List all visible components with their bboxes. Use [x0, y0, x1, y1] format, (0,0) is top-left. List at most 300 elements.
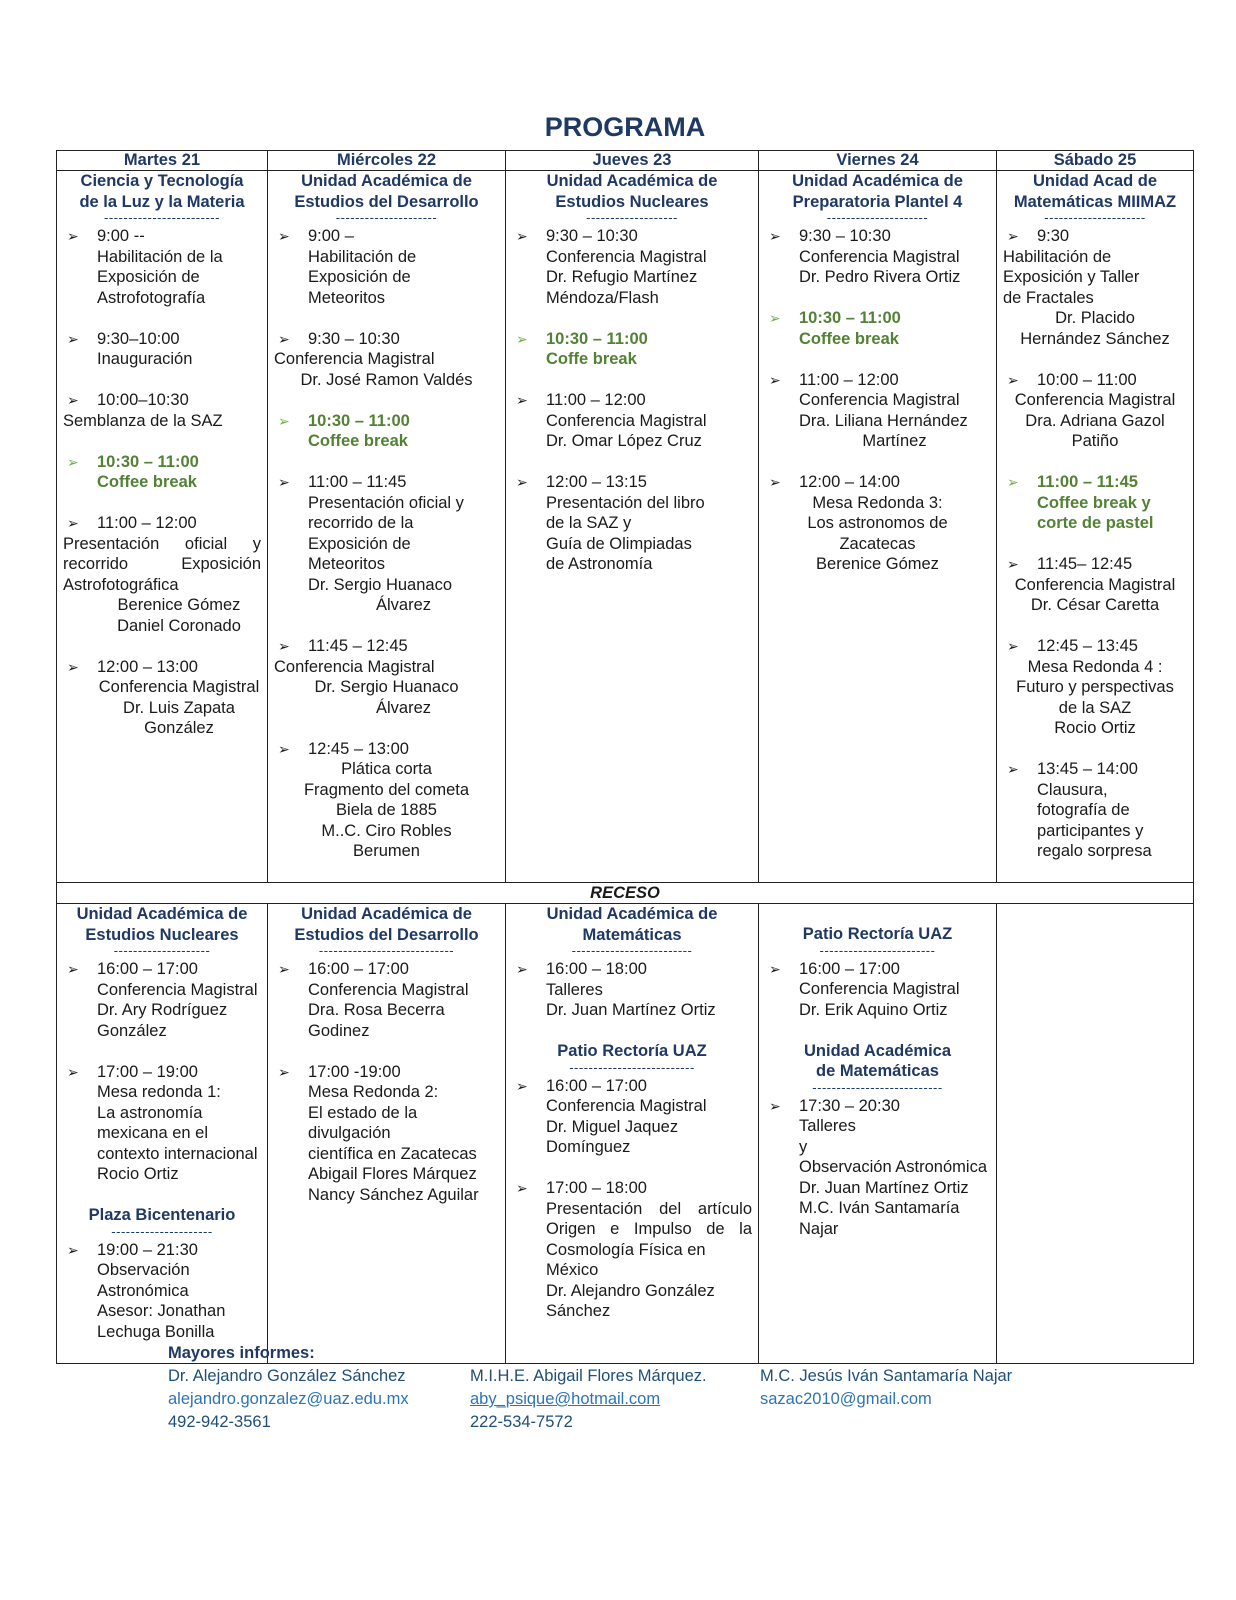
entry-line: Godinez	[308, 1021, 370, 1040]
venue-line: Patio Rectoría UAZ	[557, 1042, 707, 1060]
schedule-entry	[63, 390, 261, 431]
entry-line: y	[799, 1137, 808, 1156]
entry-line: Observación Astronómica	[799, 1158, 988, 1176]
schedule-entry	[512, 1076, 752, 1158]
entry-line: Coffee break	[799, 329, 899, 348]
entry-line: Coffee break	[308, 432, 408, 450]
entry-line: Álvarez	[375, 698, 432, 717]
entry-time: 9:30 – 10:30	[308, 329, 400, 348]
venue-line: Estudios del Desarrollo	[294, 192, 479, 211]
morning-cell	[506, 171, 759, 883]
morning-cell	[759, 171, 997, 883]
entry-line: Origen e Impulso de la	[546, 1220, 752, 1238]
entry-line: Conferencia Magistral	[1014, 575, 1176, 594]
schedule-entry	[1003, 370, 1187, 452]
entry-line: de Astronomía	[546, 555, 653, 573]
arrow-bullet-icon: ➢	[1007, 638, 1019, 654]
arrow-bullet-icon: ➢	[1007, 761, 1019, 777]
venue-title	[765, 924, 990, 945]
entry-line: Talleres	[799, 1117, 856, 1135]
arrow-bullet-icon: ➢	[769, 310, 781, 326]
arrow-bullet-icon: ➢	[769, 1097, 781, 1114]
coffee-break-entry	[63, 452, 261, 493]
venue-line: Unidad Académica de	[792, 172, 963, 190]
entry-line: contexto internacional	[97, 1144, 258, 1163]
arrow-bullet-icon: ➢	[278, 638, 290, 654]
entry-line: Semblanza de la SAZ	[63, 411, 223, 430]
day-header: Jueves 23	[506, 151, 759, 171]
schedule-entry	[765, 370, 990, 452]
venue-divider: ---------------------------	[812, 1081, 943, 1093]
venue-line: Unidad Académica de	[546, 905, 718, 923]
footer-title: Mayores informes:	[168, 1344, 315, 1362]
arrow-bullet-icon: ➢	[278, 1063, 290, 1080]
arrow-bullet-icon: ➢	[1007, 556, 1019, 572]
entry-line: Conferencia Magistral	[546, 247, 707, 266]
coffee-break-entry	[765, 308, 990, 349]
venue-divider: ----------------------------	[318, 945, 455, 956]
entry-line: M.C. Iván Santamaría	[799, 1199, 960, 1217]
arrow-bullet-icon: ➢	[516, 1077, 528, 1094]
entry-time: 10:00–10:30	[97, 391, 189, 409]
arrow-bullet-icon: ➢	[278, 961, 290, 977]
schedule-entry	[63, 513, 261, 636]
entry-time: 11:00 – 12:00	[799, 370, 899, 389]
arrow-bullet-icon: ➢	[516, 961, 528, 977]
arrow-bullet-icon: ➢	[67, 453, 79, 470]
entry-line: Dr. Pedro Rivera Ortiz	[799, 268, 961, 286]
venue-title	[1003, 171, 1187, 212]
entry-line: Dra. Rosa Becerra	[308, 1001, 445, 1019]
entry-time: 13:45 – 14:00	[1037, 760, 1138, 778]
coffee-break-entry	[1003, 472, 1187, 534]
entry-time: 17:00 – 19:00	[97, 1062, 198, 1081]
entry-line: Berenice Gómez	[117, 596, 241, 614]
page-title: PROGRAMA	[544, 112, 706, 142]
venue-line: Patio Rectoría UAZ	[802, 925, 953, 943]
entry-line: de Fractales	[1003, 288, 1094, 307]
entry-line: Habilitación de	[1003, 247, 1112, 266]
entry-line: Daniel Coronado	[117, 616, 241, 635]
entry-line: Dr. Alejandro González	[546, 1281, 715, 1300]
entry-line: regalo sorpresa	[1037, 842, 1152, 860]
schedule-entry	[274, 226, 499, 308]
entry-time: 12:45 – 13:00	[308, 739, 409, 758]
schedule-entry	[274, 1062, 499, 1206]
entry-line: Rocio Ortiz	[97, 1165, 179, 1183]
day-header: Sábado 25	[997, 151, 1194, 171]
contact-email[interactable]: sazac2010@gmail.com	[760, 1390, 932, 1408]
entry-line: participantes y	[1037, 821, 1144, 840]
arrow-bullet-icon: ➢	[769, 474, 781, 490]
entry-line: Zacatecas	[839, 534, 916, 553]
entry-line: Conferencia Magistral	[799, 391, 960, 409]
entry-line: Coffee break	[97, 473, 197, 491]
venue-title	[63, 1205, 261, 1226]
venue-title	[63, 904, 261, 945]
entry-line: Conferencia Magistral	[97, 980, 258, 999]
contact-3	[760, 1365, 1012, 1434]
entry-line: Presentación oficial y	[63, 534, 261, 553]
entry-time: 9:30	[1037, 227, 1070, 245]
entry-line: Biela de 1885	[336, 801, 437, 819]
entry-line: Clausura,	[1037, 780, 1108, 799]
entry-line: Dr. Luis Zapata	[123, 698, 235, 717]
schedule-entry	[512, 959, 752, 1021]
morning-row	[57, 171, 1194, 883]
entry-line: González	[144, 719, 214, 737]
entry-time: 16:00 – 17:00	[97, 960, 198, 978]
venue-title	[765, 1041, 990, 1082]
arrow-bullet-icon: ➢	[67, 658, 79, 675]
schedule-entry	[765, 226, 990, 288]
schedule-entry	[765, 959, 990, 1021]
venue-line: Estudios Nucleares	[85, 925, 239, 944]
arrow-bullet-icon: ➢	[278, 228, 290, 244]
venue-divider: ---------------------	[826, 212, 929, 223]
contact-2	[470, 1365, 760, 1434]
entry-line: Martínez	[862, 432, 927, 450]
entry-line: de la SAZ	[1058, 698, 1132, 717]
entry-line: científica en Zacatecas	[308, 1144, 477, 1163]
entry-line: Dr. José Ramon Valdés	[300, 370, 473, 389]
contact-name: Dr. Alejandro González Sánchez	[168, 1367, 406, 1385]
arrow-bullet-icon: ➢	[67, 228, 79, 244]
schedule-entry	[63, 226, 261, 308]
entry-time: 9:30–10:00	[97, 329, 180, 348]
entry-line: Rocio Ortiz	[1054, 719, 1136, 737]
entry-line: Exposición de	[308, 268, 411, 286]
entry-line: Conferencia Magistral	[308, 980, 469, 999]
venue-title	[512, 171, 752, 212]
day-header: Martes 21	[57, 151, 268, 171]
afternoon-cell	[997, 904, 1194, 1364]
venue-line: Estudios Nucleares	[555, 192, 709, 211]
entry-line: Mesa Redonda 2:	[308, 1083, 439, 1101]
entry-time: 11:45– 12:45	[1037, 555, 1133, 573]
entry-line: La astronomía	[97, 1103, 203, 1122]
contact-name: M.C. Jesús Iván Santamaría Najar	[760, 1367, 1013, 1385]
entry-line: Mesa redonda 1:	[97, 1083, 221, 1101]
arrow-bullet-icon: ➢	[516, 330, 528, 347]
entry-time: 17:30 – 20:30	[799, 1096, 900, 1115]
venue-line: Unidad Académica de	[76, 905, 248, 923]
schedule-entry	[63, 1240, 261, 1343]
venue-divider: --------------------------	[569, 1061, 695, 1073]
entry-time: 17:00 -19:00	[308, 1062, 401, 1081]
arrow-bullet-icon: ➢	[516, 1180, 528, 1196]
venue-line: Plaza Bicentenario	[88, 1206, 236, 1224]
schedule-entry	[765, 1096, 990, 1240]
entry-line: Dr. Sergio Huanaco	[314, 678, 459, 696]
venue-divider: -------------------------	[571, 945, 693, 956]
arrow-bullet-icon: ➢	[278, 330, 290, 347]
entry-line: Dra. Adriana Gazol	[1025, 411, 1165, 430]
entry-line: Futuro y perspectivas	[1016, 678, 1174, 696]
venue-title	[274, 904, 499, 945]
entry-line: Dr. Sergio Huanaco	[308, 575, 452, 594]
entry-line: Exposición de	[97, 268, 200, 286]
entry-time: 10:00 – 11:00	[1037, 370, 1137, 389]
arrow-bullet-icon: ➢	[278, 412, 290, 429]
contact-email[interactable]: alejandro.gonzalez@uaz.edu.mx	[168, 1390, 409, 1408]
schedule-entry	[63, 1062, 261, 1185]
entry-line: Sánchez	[546, 1302, 611, 1320]
entry-time: 11:00 – 12:00	[546, 391, 646, 409]
morning-cell	[57, 171, 268, 883]
venue-line: Unidad Académica de	[301, 172, 472, 190]
program-table	[56, 150, 1194, 1364]
venue-line: Unidad Acad de	[1032, 172, 1158, 190]
entry-line: Presentación oficial y	[308, 493, 464, 512]
day-header-row	[57, 151, 1194, 171]
entry-time: 10:30 – 11:00	[546, 329, 648, 348]
entry-line: Dr. Miguel Jaquez	[546, 1117, 679, 1136]
schedule-entry	[63, 959, 261, 1041]
arrow-bullet-icon: ➢	[516, 392, 528, 408]
entry-time: 9:00 –	[308, 227, 354, 245]
entry-line: Dr. Ary Rodríguez	[97, 1001, 228, 1019]
entry-line: Meteoritos	[308, 288, 386, 307]
arrow-bullet-icon: ➢	[278, 474, 290, 490]
entry-line: Dr. Juan Martínez Ortiz	[546, 1001, 716, 1019]
schedule-entry	[1003, 226, 1187, 349]
schedule-entry	[274, 329, 499, 391]
entry-line: Lechuga Bonilla	[97, 1322, 215, 1341]
entry-line: Observación	[97, 1261, 190, 1279]
entry-line: recorrido Exposición	[63, 555, 261, 573]
entry-line: González	[97, 1021, 167, 1040]
venue-title	[512, 1041, 752, 1062]
entry-line: de la SAZ y	[546, 514, 632, 532]
venue-line: de Matemáticas	[816, 1062, 939, 1080]
schedule-entry	[512, 472, 752, 575]
day-header: Miércoles 22	[268, 151, 506, 171]
entry-line: Conferencia Magistral	[98, 678, 260, 696]
arrow-bullet-icon: ➢	[67, 515, 79, 531]
entry-time: 16:00 – 17:00	[308, 960, 409, 978]
schedule-entry	[1003, 759, 1187, 862]
contact-footer	[168, 1342, 1168, 1434]
receso-label: RECESO	[57, 883, 1194, 904]
entry-time: 16:00 – 17:00	[799, 959, 900, 978]
contact-phone: 492-942-3561	[168, 1413, 271, 1431]
entry-line: Mesa Redonda 3:	[812, 493, 943, 512]
entry-line: Meteoritos	[308, 555, 386, 573]
entry-line: Coffee break y	[1037, 493, 1151, 512]
venue-divider: ------------------------	[819, 944, 936, 956]
entry-time: 19:00 – 21:30	[97, 1240, 198, 1259]
day-header: Viernes 24	[759, 151, 997, 171]
entry-line: Conferencia Magistral	[1014, 391, 1176, 409]
entry-time: 12:00 – 13:00	[97, 657, 198, 676]
arrow-bullet-icon: ➢	[769, 228, 781, 244]
entry-line: Asesor: Jonathan	[97, 1302, 226, 1320]
venue-divider: ---------------------	[335, 212, 438, 223]
venue-line: de la Luz y la Materia	[79, 192, 245, 211]
morning-cell	[268, 171, 506, 883]
entry-time: 12:45 – 13:45	[1037, 637, 1138, 655]
entry-time: 12:00 – 13:15	[546, 473, 647, 491]
entry-line: Najar	[799, 1219, 839, 1238]
entry-line: Patiño	[1071, 432, 1119, 450]
venue-line: Ciencia y Tecnología	[80, 172, 244, 190]
contact-email-link[interactable]: aby_psique@hotmail.com	[470, 1390, 661, 1408]
entry-line: Dr. Omar López Cruz	[546, 432, 702, 450]
entry-line: Nancy Sánchez Aguilar	[308, 1185, 479, 1204]
entry-line: mexicana en el	[97, 1124, 208, 1142]
schedule-entry	[512, 1178, 752, 1322]
afternoon-cell	[759, 904, 997, 1364]
arrow-bullet-icon: ➢	[67, 961, 79, 977]
entry-line: Plática corta	[341, 760, 432, 778]
entry-line: Álvarez	[375, 596, 432, 614]
schedule-entry	[274, 739, 499, 862]
afternoon-cell	[506, 904, 759, 1364]
entry-time: 17:00 – 18:00	[546, 1179, 647, 1197]
entry-time: 9:30 – 10:30	[799, 227, 891, 245]
entry-line: Exposición y Taller	[1003, 268, 1140, 286]
entry-line: Dr. César Caretta	[1030, 596, 1160, 614]
entry-line: fotografía de	[1037, 801, 1130, 819]
schedule-entry	[512, 390, 752, 452]
entry-line: Dr. Placido	[1055, 309, 1135, 327]
entry-line: Dr. Juan Martínez Ortiz	[799, 1178, 969, 1197]
entry-line: Astrofotografía	[97, 288, 206, 307]
venue-line: Unidad Académica de	[301, 905, 472, 923]
entry-time: 9:30 – 10:30	[546, 227, 638, 245]
arrow-bullet-icon: ➢	[1007, 371, 1019, 388]
entry-time: 11:00 – 11:45	[1037, 473, 1138, 491]
venue-title	[512, 904, 752, 945]
entry-line: Abigail Flores Márquez	[308, 1165, 477, 1183]
arrow-bullet-icon: ➢	[516, 474, 528, 490]
entry-time: 9:00 --	[97, 227, 145, 245]
entry-line: Conferencia Magistral	[799, 980, 960, 998]
entry-line: corte de pastel	[1037, 514, 1154, 532]
entry-time: 11:00 – 12:00	[97, 514, 197, 532]
arrow-bullet-icon: ➢	[516, 228, 528, 244]
venue-title	[765, 171, 990, 212]
arrow-bullet-icon: ➢	[769, 371, 781, 388]
afternoon-cell	[268, 904, 506, 1364]
entry-line: Conferencia Magistral	[274, 350, 435, 368]
entry-time: 10:30 – 11:00	[97, 452, 199, 471]
entry-line: Astronómica	[97, 1281, 189, 1300]
venue-line: Preparatoria Plantel 4	[792, 192, 963, 211]
venue-divider: ---------------------	[1044, 212, 1146, 223]
venue-divider: ------------------------	[104, 212, 220, 223]
entry-line: Exposición de	[308, 534, 411, 553]
entry-line: Dr. Refugio Martínez	[546, 268, 698, 286]
venue-title	[274, 171, 499, 212]
entry-line: Presentación del libro	[546, 493, 705, 512]
entry-line: Astrofotográfica	[63, 575, 179, 594]
arrow-bullet-icon: ➢	[1007, 228, 1019, 244]
entry-line: Los astronomos de	[807, 514, 948, 532]
entry-line: Hernández Sánchez	[1020, 329, 1170, 348]
schedule-entry	[274, 636, 499, 718]
arrow-bullet-icon: ➢	[1007, 474, 1019, 490]
entry-line: Domínguez	[546, 1138, 631, 1156]
entry-line: Conferencia Magistral	[546, 1097, 707, 1115]
entry-time: 11:00 – 11:45	[308, 473, 407, 491]
venue-title	[63, 171, 261, 212]
entry-line: Berenice Gómez	[816, 555, 939, 573]
schedule-entry	[1003, 554, 1187, 616]
contact-1	[168, 1365, 470, 1434]
contact-phone: 222-534-7572	[470, 1413, 573, 1431]
entry-line: Coffe break	[546, 350, 637, 368]
entry-line: M..C. Ciro Robles	[321, 821, 452, 840]
arrow-bullet-icon: ➢	[278, 740, 290, 757]
entry-line: Habilitación de	[308, 247, 417, 266]
schedule-entry	[274, 959, 499, 1041]
entry-line: Dr. Erik Aquino Ortiz	[799, 1000, 948, 1019]
entry-time: 16:00 – 18:00	[546, 960, 647, 978]
venue-line: Estudios del Desarrollo	[294, 925, 479, 944]
entry-time: 10:30 – 11:00	[799, 309, 901, 327]
coffee-break-entry	[274, 411, 499, 452]
entry-line: Conferencia Magistral	[799, 247, 960, 266]
entry-time: 11:45 – 12:45	[308, 637, 408, 655]
arrow-bullet-icon: ➢	[67, 1063, 79, 1080]
entry-line: Habilitación de la	[97, 247, 223, 266]
morning-cell	[997, 171, 1194, 883]
entry-line: Dra. Liliana Hernández	[799, 411, 968, 430]
venue-line: Unidad Académica	[803, 1041, 952, 1060]
entry-line: Cosmología Física en México	[546, 1240, 706, 1279]
entry-line: Fragmento del cometa	[303, 780, 470, 799]
entry-line: Talleres	[546, 980, 603, 999]
entry-line: Conferencia Magistral	[546, 411, 707, 430]
schedule-entry	[765, 472, 990, 575]
schedule-entry	[63, 657, 261, 739]
venue-line: Matemáticas MIIMAZ	[1013, 192, 1177, 211]
schedule-entry	[1003, 636, 1187, 739]
entry-line: Mesa Redonda 4 :	[1027, 657, 1163, 676]
entry-time: 12:00 – 14:00	[799, 473, 900, 491]
schedule-entry	[63, 329, 261, 370]
arrow-bullet-icon: ➢	[67, 1241, 79, 1258]
entry-time: 16:00 – 17:00	[546, 1076, 647, 1095]
entry-line: Presentación del artículo	[546, 1199, 752, 1218]
entry-line: recorrido de la	[308, 514, 414, 532]
coffee-break-entry	[512, 329, 752, 370]
schedule-entry	[512, 226, 752, 308]
entry-time: 10:30 – 11:00	[308, 411, 410, 430]
schedule-entry	[274, 472, 499, 616]
venue-line: Matemáticas	[582, 925, 682, 944]
receso-row	[57, 883, 1194, 904]
arrow-bullet-icon: ➢	[67, 392, 79, 408]
venue-divider: -------------------	[586, 212, 678, 223]
entry-line: Guía de Olimpiadas	[546, 534, 692, 553]
venue-divider: --------------------	[113, 945, 211, 956]
entry-line: Conferencia Magistral	[274, 657, 435, 676]
entry-line: El estado de la divulgación	[308, 1103, 418, 1142]
entry-line: Berumen	[353, 842, 420, 860]
contact-name: M.I.H.E. Abigail Flores Márquez.	[470, 1367, 707, 1385]
arrow-bullet-icon: ➢	[769, 960, 781, 977]
arrow-bullet-icon: ➢	[67, 330, 79, 347]
entry-line: Inauguración	[97, 350, 193, 368]
afternoon-row	[57, 904, 1194, 1364]
entry-line: Méndoza/Flash	[546, 288, 659, 307]
venue-line: Unidad Académica de	[546, 172, 718, 190]
afternoon-cell	[57, 904, 268, 1364]
venue-divider: ---------------------	[111, 1225, 213, 1237]
